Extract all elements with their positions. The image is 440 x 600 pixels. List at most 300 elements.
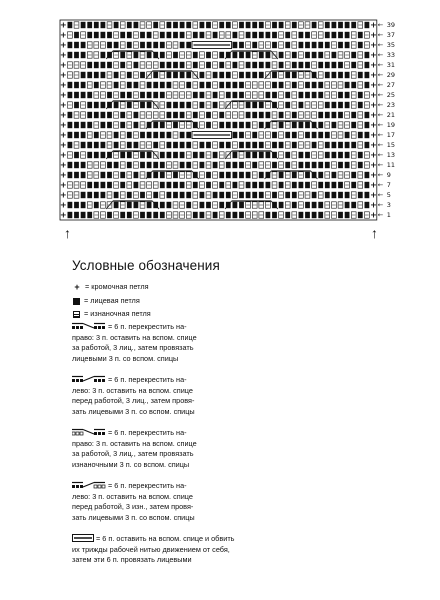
row-number: 5	[386, 190, 391, 199]
knit-cell	[338, 42, 343, 48]
knit-cell	[351, 142, 356, 148]
knit-cell	[68, 172, 73, 178]
knit-cell	[305, 32, 310, 38]
knit-cell	[365, 72, 370, 78]
cable-left-icon	[72, 375, 106, 383]
edge-stitch-mark: +	[59, 90, 67, 100]
knit-cell	[285, 102, 290, 108]
row-arrow-icon: ←	[377, 60, 384, 69]
knit-cell	[345, 22, 350, 28]
knit-cell	[107, 182, 112, 188]
knit-cell	[160, 62, 165, 68]
knit-cell	[81, 122, 86, 128]
knit-cell	[120, 92, 125, 98]
knit-cell	[193, 152, 198, 158]
knit-cell	[305, 92, 310, 98]
knit-cell	[87, 192, 92, 198]
edge-stitch-mark: +	[370, 150, 377, 160]
knit-square-icon	[73, 298, 80, 305]
row-number: 39	[386, 20, 396, 29]
edge-stitch-mark: +	[59, 120, 67, 130]
knit-cell	[325, 152, 330, 158]
knit-cell	[345, 72, 350, 78]
knit-cell	[153, 192, 158, 198]
knit-cell	[279, 52, 284, 58]
knit-cell	[167, 32, 172, 38]
knit-cell	[167, 142, 172, 148]
cable-text-first: = 6 п. перекрестить на-	[108, 322, 187, 331]
edge-stitch-mark: +	[370, 60, 377, 70]
knit-cell	[233, 202, 238, 208]
knit-cell	[68, 142, 73, 148]
knit-cell	[246, 152, 251, 158]
knit-cell	[246, 192, 251, 198]
knit-cell	[305, 82, 310, 88]
knit-cell	[213, 192, 218, 198]
knit-cell	[180, 32, 185, 38]
row-number: 31	[386, 60, 396, 69]
knit-cell	[87, 182, 92, 188]
knit-cell	[180, 62, 185, 68]
knit-cell	[266, 52, 271, 58]
knit-cell	[292, 112, 297, 118]
cable-text-line: право: 3 п. оставить на вспом. спице	[72, 438, 197, 448]
knit-cell	[81, 52, 86, 58]
knit-cell	[272, 92, 277, 98]
knit-cell	[206, 202, 211, 208]
knit-cell	[186, 22, 191, 28]
knit-cell	[94, 132, 99, 138]
edge-stitch-mark: +	[59, 200, 67, 210]
knit-cell	[74, 162, 79, 168]
knit-cell	[318, 82, 323, 88]
knit-cell	[365, 172, 370, 178]
knit-cell	[351, 22, 356, 28]
knit-cell	[213, 32, 218, 38]
knit-cell	[279, 172, 284, 178]
knitting-chart	[56, 18, 386, 223]
knit-cell	[266, 62, 271, 68]
knit-cell	[200, 162, 205, 168]
knit-cell	[114, 82, 119, 88]
row-arrow-icon: ←	[377, 140, 384, 149]
knit-cell	[120, 52, 125, 58]
knit-cell	[213, 212, 218, 218]
knit-cell	[193, 52, 198, 58]
knit-cell	[180, 72, 185, 78]
knit-cell	[101, 122, 106, 128]
knit-cell	[173, 102, 178, 108]
knit-cell	[101, 32, 106, 38]
knit-cell	[305, 182, 310, 188]
edge-stitch-mark: +	[370, 80, 377, 90]
knit-cell	[233, 42, 238, 48]
knit-cell	[74, 52, 79, 58]
knit-cell	[153, 212, 158, 218]
knit-cell	[200, 152, 205, 158]
knit-cell	[101, 102, 106, 108]
knit-cell	[332, 152, 337, 158]
knit-cell	[338, 212, 343, 218]
knit-cell	[167, 192, 172, 198]
knit-cell	[233, 82, 238, 88]
knit-cell	[167, 202, 172, 208]
knit-cell	[140, 102, 145, 108]
row-number: 33	[386, 50, 396, 59]
knit-cell	[173, 62, 178, 68]
knit-cell	[153, 142, 158, 148]
knit-cell	[345, 162, 350, 168]
edge-stitch-mark: +	[59, 130, 67, 140]
row-arrow-icon: ←	[377, 120, 384, 129]
knit-cell	[81, 82, 86, 88]
knit-cell	[266, 32, 271, 38]
knit-cell	[120, 32, 125, 38]
knit-cell	[338, 182, 343, 188]
knit-cell	[233, 162, 238, 168]
knit-cell	[74, 122, 79, 128]
row-number: 21	[386, 110, 396, 119]
knit-cell	[160, 152, 165, 158]
knit-cell	[338, 102, 343, 108]
knit-cell	[252, 62, 257, 68]
knit-cell	[318, 172, 323, 178]
knit-cell	[332, 72, 337, 78]
knit-cell	[259, 192, 264, 198]
legend-purl-stitch	[72, 309, 151, 320]
knit-cell	[226, 142, 231, 148]
knit-cell	[318, 122, 323, 128]
knit-cell	[226, 22, 231, 28]
edge-stitch-mark: +	[370, 190, 377, 200]
knit-cell	[299, 42, 304, 48]
knit-cell	[101, 22, 106, 28]
knit-cell	[153, 42, 158, 48]
knit-cell	[173, 122, 178, 128]
knit-cell	[279, 182, 284, 188]
knit-cell	[279, 62, 284, 68]
knit-cell	[233, 62, 238, 68]
knit-cell	[246, 62, 251, 68]
edge-stitch-mark: +	[370, 50, 377, 60]
knit-cell	[186, 132, 191, 138]
knit-cell	[272, 142, 277, 148]
knit-cell	[153, 132, 158, 138]
edge-stitch-mark: +	[370, 30, 377, 40]
knit-cell	[74, 92, 79, 98]
knit-cell	[318, 92, 323, 98]
knit-cell	[193, 92, 198, 98]
edge-stitch-mark: +	[59, 20, 67, 30]
knit-cell	[160, 32, 165, 38]
knit-cell	[127, 32, 132, 38]
edge-stitch-mark: +	[59, 30, 67, 40]
knit-cell	[186, 82, 191, 88]
knit-cell	[318, 42, 323, 48]
knit-cell	[279, 22, 284, 28]
legend-text: = изнаночная петля	[84, 309, 151, 318]
knit-cell	[186, 102, 191, 108]
knit-cell	[338, 142, 343, 148]
knit-cell	[213, 92, 218, 98]
knit-cell	[332, 112, 337, 118]
knit-cell	[74, 82, 79, 88]
knit-cell	[167, 22, 172, 28]
knit-cell	[173, 192, 178, 198]
knit-cell	[252, 32, 257, 38]
knit-cell	[173, 72, 178, 78]
cable-text-line: перед работой, 3 лиц., затем провя-	[72, 396, 195, 405]
knit-cell	[81, 202, 86, 208]
knit-cell	[160, 202, 165, 208]
knit-cell	[167, 152, 172, 158]
knit-cell	[140, 132, 145, 138]
knit-cell	[312, 192, 317, 198]
chart-grid	[56, 18, 388, 223]
knit-cell	[81, 22, 86, 28]
knit-cell	[305, 42, 310, 48]
knit-cell	[345, 92, 350, 98]
row-arrow-icon: ←	[377, 40, 384, 49]
knit-cell	[312, 202, 317, 208]
knit-cell	[325, 42, 330, 48]
edge-stitch-mark: +	[59, 70, 67, 80]
knit-cell	[87, 92, 92, 98]
knit-cell	[180, 152, 185, 158]
knit-cell	[81, 132, 86, 138]
knit-cell	[266, 212, 271, 218]
knit-cell	[153, 122, 158, 128]
knit-cell	[140, 42, 145, 48]
knit-cell	[160, 122, 165, 128]
knit-cell	[351, 52, 356, 58]
row-arrow-icon: ←	[377, 180, 384, 189]
knit-cell	[200, 202, 205, 208]
knit-cell	[160, 132, 165, 138]
knit-cell	[87, 72, 92, 78]
row-arrow-icon: ←	[377, 110, 384, 119]
knit-cell	[318, 132, 323, 138]
knit-cell	[127, 82, 132, 88]
knit-cell	[239, 142, 244, 148]
knit-cell	[226, 72, 231, 78]
knit-cell	[81, 172, 86, 178]
knit-cell	[81, 42, 86, 48]
legend-edge-stitch	[72, 282, 149, 293]
cable-text-line: за работой, 3 лиц., затем провязать	[72, 449, 194, 458]
knit-cell	[140, 212, 145, 218]
knit-cell	[180, 192, 185, 198]
knit-cell	[312, 42, 317, 48]
knit-cell	[101, 172, 106, 178]
knit-cell	[219, 82, 224, 88]
knit-cell	[180, 102, 185, 108]
knit-cell	[81, 72, 86, 78]
knit-cell	[239, 212, 244, 218]
knit-cell	[252, 22, 257, 28]
knit-cell	[345, 152, 350, 158]
knit-cell	[81, 212, 86, 218]
knit-cell	[153, 22, 158, 28]
knit-cell	[127, 102, 132, 108]
knit-cell	[252, 42, 257, 48]
knit-cell	[173, 52, 178, 58]
knit-cell	[246, 112, 251, 118]
cable-left-purl-icon	[72, 481, 106, 489]
knit-cell	[134, 182, 139, 188]
knit-cell	[292, 22, 297, 28]
knit-cell	[292, 142, 297, 148]
knit-cell	[233, 172, 238, 178]
row-number: 27	[386, 80, 396, 89]
knit-cell	[180, 162, 185, 168]
knit-cell	[299, 62, 304, 68]
knit-cell	[200, 102, 205, 108]
knit-cell	[94, 32, 99, 38]
knit-cell	[279, 112, 284, 118]
knit-cell	[114, 162, 119, 168]
edge-stitch-mark: +	[59, 60, 67, 70]
knit-cell	[266, 182, 271, 188]
knit-cell	[74, 32, 79, 38]
knit-cell	[246, 102, 251, 108]
knit-cell	[325, 72, 330, 78]
edge-stitch-mark: +	[59, 100, 67, 110]
knit-cell	[305, 162, 310, 168]
knit-cell	[68, 202, 73, 208]
knit-cell	[101, 52, 106, 58]
knit-cell	[351, 202, 356, 208]
knit-cell	[312, 132, 317, 138]
knit-cell	[345, 102, 350, 108]
right-arrow-icon: ↑	[371, 225, 378, 241]
knit-cell	[279, 142, 284, 148]
knit-cell	[325, 102, 330, 108]
knit-cell	[101, 112, 106, 118]
edge-stitch-mark: +	[59, 50, 67, 60]
knit-cell	[358, 102, 363, 108]
knit-cell	[285, 152, 290, 158]
knit-cell	[127, 212, 132, 218]
knit-cell	[259, 72, 264, 78]
knit-cell	[114, 202, 119, 208]
knit-cell	[120, 182, 125, 188]
wrap-text-first: = 6 п. оставить на вспом. спице и обвить	[96, 534, 235, 543]
knit-cell	[160, 162, 165, 168]
edge-stitch-mark: +	[59, 40, 67, 50]
knit-cell	[186, 162, 191, 168]
knit-cell	[74, 202, 79, 208]
knit-cell	[134, 122, 139, 128]
knit-cell	[305, 152, 310, 158]
knit-cell	[332, 122, 337, 128]
knit-cell	[147, 152, 152, 158]
knit-cell	[206, 172, 211, 178]
knit-cell	[292, 82, 297, 88]
knit-cell	[167, 132, 172, 138]
cable-text-first: = 6 п. перекрестить на-	[108, 481, 187, 490]
edge-stitch-mark: +	[370, 140, 377, 150]
knit-cell	[180, 142, 185, 148]
knit-cell	[332, 142, 337, 148]
knit-cell	[246, 142, 251, 148]
knit-cell	[186, 202, 191, 208]
knit-cell	[173, 112, 178, 118]
knit-cell	[68, 212, 73, 218]
knit-cell	[292, 172, 297, 178]
knit-cell	[74, 212, 79, 218]
knit-cell	[101, 72, 106, 78]
knit-cell	[134, 142, 139, 148]
knit-cell	[107, 112, 112, 118]
legend-text: = лицевая петля	[84, 296, 140, 305]
wrap-text-line: затем эти 6 п. провязать лицевыми	[72, 555, 192, 564]
knit-cell	[68, 122, 73, 128]
knit-cell	[120, 122, 125, 128]
knit-cell	[312, 92, 317, 98]
knit-cell	[299, 162, 304, 168]
knit-cell	[233, 152, 238, 158]
knit-cell	[87, 62, 92, 68]
knit-cell	[345, 212, 350, 218]
knit-cell	[365, 142, 370, 148]
knit-cell	[200, 82, 205, 88]
knit-cell	[351, 112, 356, 118]
knit-cell	[305, 62, 310, 68]
knit-cell	[140, 72, 145, 78]
knit-cell	[206, 142, 211, 148]
knit-cell	[279, 82, 284, 88]
knit-cell	[219, 172, 224, 178]
knit-cell	[94, 112, 99, 118]
knit-cell	[94, 142, 99, 148]
knit-cell	[365, 82, 370, 88]
cable-text-line: перед работой, 3 изн., затем провя-	[72, 502, 194, 511]
knit-cell	[351, 172, 356, 178]
knit-cell	[292, 192, 297, 198]
cable-text-line: за работой, 3 лиц., затем провязать	[72, 343, 194, 352]
knit-cell	[213, 152, 218, 158]
knit-cell	[180, 132, 185, 138]
knit-cell	[358, 32, 363, 38]
knit-cell	[325, 32, 330, 38]
row-number: 1	[386, 210, 391, 219]
knit-cell	[312, 82, 317, 88]
knit-cell	[252, 132, 257, 138]
knit-cell	[127, 92, 132, 98]
knit-cell	[186, 142, 191, 148]
plus-icon: +	[74, 282, 80, 292]
knit-cell	[134, 62, 139, 68]
knit-cell	[200, 32, 205, 38]
knit-cell	[285, 162, 290, 168]
knit-cell	[345, 192, 350, 198]
knit-cell	[292, 62, 297, 68]
knit-cell	[81, 192, 86, 198]
knit-cell	[219, 202, 224, 208]
edge-stitch-mark: +	[370, 200, 377, 210]
knit-cell	[160, 212, 165, 218]
knit-cell	[246, 52, 251, 58]
knit-cell	[365, 202, 370, 208]
row-number: 9	[386, 170, 391, 179]
knit-cell	[193, 182, 198, 188]
knit-cell	[365, 52, 370, 58]
knit-cell	[167, 182, 172, 188]
knit-cell	[332, 22, 337, 28]
knit-cell	[134, 52, 139, 58]
knit-cell	[318, 202, 323, 208]
